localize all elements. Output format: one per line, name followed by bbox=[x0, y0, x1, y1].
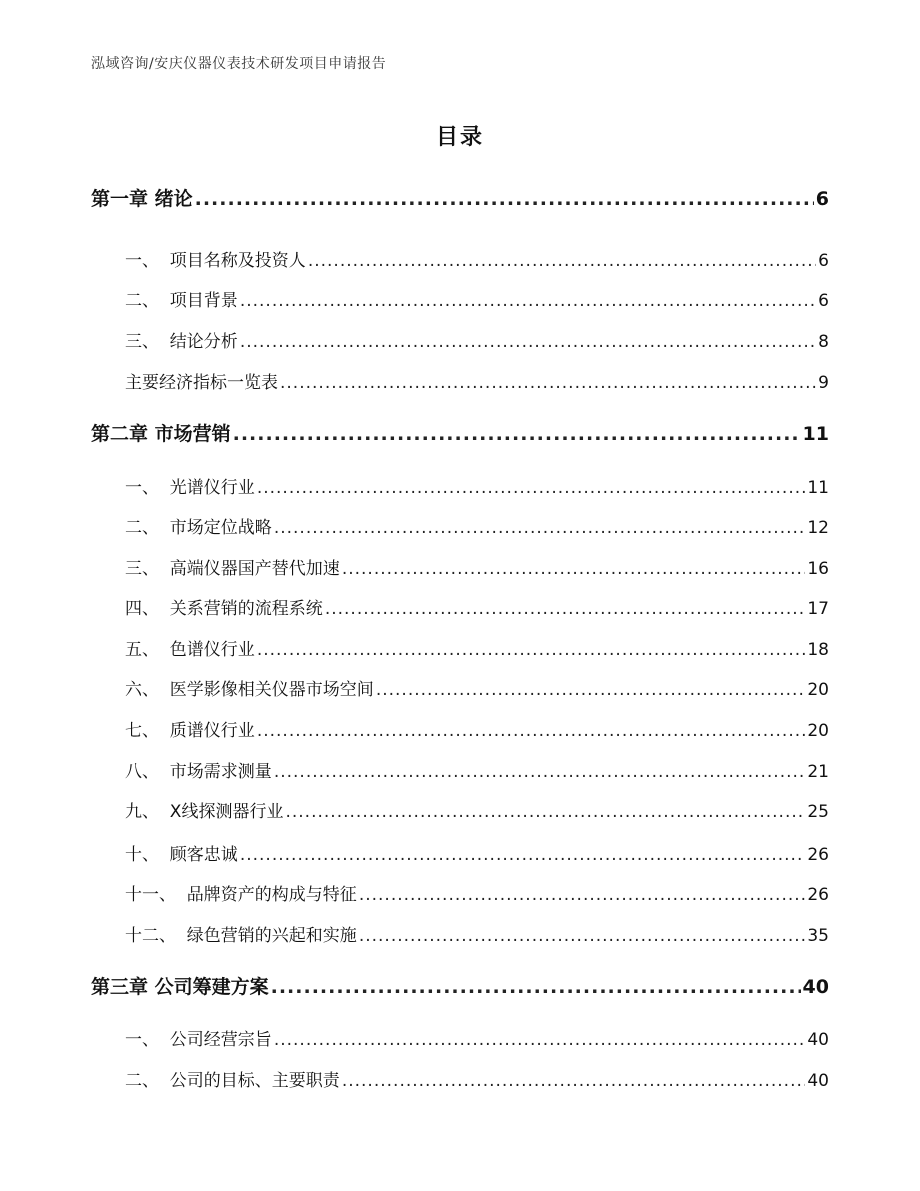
dot-leader bbox=[308, 251, 816, 271]
dot-leader bbox=[274, 1030, 806, 1050]
dot-leader bbox=[240, 332, 816, 352]
toc-entry-label: 一、 光谱仪行业 bbox=[125, 478, 255, 498]
toc-section-1-table[interactable] bbox=[125, 368, 829, 394]
toc-section-2-3[interactable] bbox=[125, 554, 829, 580]
toc-page-number: 20 bbox=[807, 721, 829, 741]
toc-page-number: 6 bbox=[815, 188, 829, 210]
toc-entry-label: 二、 公司的目标、主要职责 bbox=[125, 1071, 340, 1091]
dot-leader bbox=[285, 802, 805, 822]
toc-page-number: 6 bbox=[818, 291, 829, 311]
dot-leader bbox=[342, 1071, 806, 1091]
toc-section-2-12[interactable] bbox=[125, 921, 829, 947]
dot-leader bbox=[257, 640, 806, 660]
toc-page-number: 8 bbox=[818, 332, 829, 352]
toc-entry-label: 三、 结论分析 bbox=[125, 332, 238, 352]
toc-section-1-3[interactable] bbox=[125, 327, 829, 353]
toc-section-2-2[interactable] bbox=[125, 513, 829, 539]
toc-entry-label: 五、 色谱仪行业 bbox=[125, 640, 255, 660]
toc-title: 目录 bbox=[435, 125, 484, 150]
dot-leader bbox=[233, 423, 801, 445]
toc-entry-label: 第三章 公司筹建方案 bbox=[91, 976, 269, 998]
toc-chapter-1[interactable] bbox=[91, 184, 829, 210]
toc-section-1-1[interactable] bbox=[125, 246, 829, 272]
toc-page-number: 40 bbox=[807, 1030, 829, 1050]
dot-leader bbox=[257, 721, 806, 741]
toc-entry-label: 主要经济指标一览表 bbox=[125, 373, 278, 393]
dot-leader bbox=[274, 762, 806, 782]
toc-page-number: 11 bbox=[802, 423, 829, 445]
toc-page-number: 21 bbox=[807, 762, 829, 782]
toc-page-number: 6 bbox=[818, 251, 829, 271]
toc-entry-label: 十一、 品牌资产的构成与特征 bbox=[125, 885, 357, 905]
toc-page-number: 20 bbox=[807, 680, 829, 700]
toc-entry-label: 第二章 市场营销 bbox=[91, 423, 231, 445]
toc-entry-label: 第一章 绪论 bbox=[91, 188, 193, 210]
toc-entry-label: 二、 项目背景 bbox=[125, 291, 238, 311]
toc-section-2-4[interactable] bbox=[125, 594, 829, 620]
toc-chapter-2[interactable] bbox=[91, 419, 829, 445]
toc-page-number: 26 bbox=[807, 845, 829, 865]
toc-page-number: 40 bbox=[807, 1071, 829, 1091]
dot-leader bbox=[325, 599, 806, 619]
toc-section-2-1[interactable] bbox=[125, 473, 829, 499]
dot-leader bbox=[376, 680, 806, 700]
toc-section-2-7[interactable] bbox=[125, 716, 829, 742]
toc-section-2-11[interactable] bbox=[125, 880, 829, 906]
toc-page-number: 18 bbox=[807, 640, 829, 660]
dot-leader bbox=[342, 559, 806, 579]
toc-entry-label: 四、 关系营销的流程系统 bbox=[125, 599, 323, 619]
toc-entry-label: 十二、 绿色营销的兴起和实施 bbox=[125, 926, 357, 946]
toc-page-number: 26 bbox=[807, 885, 829, 905]
toc-section-2-5[interactable] bbox=[125, 635, 829, 661]
toc-entry-label: 三、 高端仪器国产替代加速 bbox=[125, 559, 340, 579]
toc-section-2-8[interactable] bbox=[125, 757, 829, 783]
toc-section-1-2[interactable] bbox=[125, 286, 829, 312]
toc-page-number: 25 bbox=[807, 802, 829, 822]
toc-entry-label: 一、 公司经营宗旨 bbox=[125, 1030, 272, 1050]
toc-page-number: 17 bbox=[807, 599, 829, 619]
toc-section-2-10[interactable] bbox=[125, 840, 829, 866]
dot-leader bbox=[257, 478, 806, 498]
toc-entry-label: 二、 市场定位战略 bbox=[125, 518, 272, 538]
toc-page-number: 16 bbox=[807, 559, 829, 579]
toc-entry-label: 六、 医学影像相关仪器市场空间 bbox=[125, 680, 374, 700]
toc-entry-label: 一、 项目名称及投资人 bbox=[125, 251, 306, 271]
dot-leader bbox=[274, 518, 806, 538]
dot-leader bbox=[240, 291, 816, 311]
toc-page-number: 11 bbox=[807, 478, 829, 498]
dot-leader bbox=[359, 926, 806, 946]
dot-leader bbox=[240, 845, 806, 865]
toc-page-number: 12 bbox=[807, 518, 829, 538]
toc-entry-label: 九、 X线探测器行业 bbox=[125, 802, 284, 822]
dot-leader bbox=[271, 976, 801, 998]
dot-leader bbox=[359, 885, 806, 905]
toc-entry-label: 八、 市场需求测量 bbox=[125, 762, 272, 782]
toc-chapter-3[interactable] bbox=[91, 972, 829, 998]
running-header: 泓域咨询/安庆仪器仪表技术研发项目申请报告 bbox=[91, 56, 387, 72]
toc-section-3-2[interactable] bbox=[125, 1066, 829, 1092]
dot-leader bbox=[195, 188, 814, 210]
dot-leader bbox=[280, 373, 816, 393]
toc-section-3-1[interactable] bbox=[125, 1025, 829, 1051]
toc-entry-label: 七、 质谱仪行业 bbox=[125, 721, 255, 741]
toc-page-number: 35 bbox=[807, 926, 829, 946]
toc-page-number: 40 bbox=[802, 976, 829, 998]
toc-page-number: 9 bbox=[818, 373, 829, 393]
toc-section-2-6[interactable] bbox=[125, 675, 829, 701]
toc-entry-label: 十、 顾客忠诚 bbox=[125, 845, 238, 865]
toc-section-2-9[interactable] bbox=[125, 797, 829, 823]
